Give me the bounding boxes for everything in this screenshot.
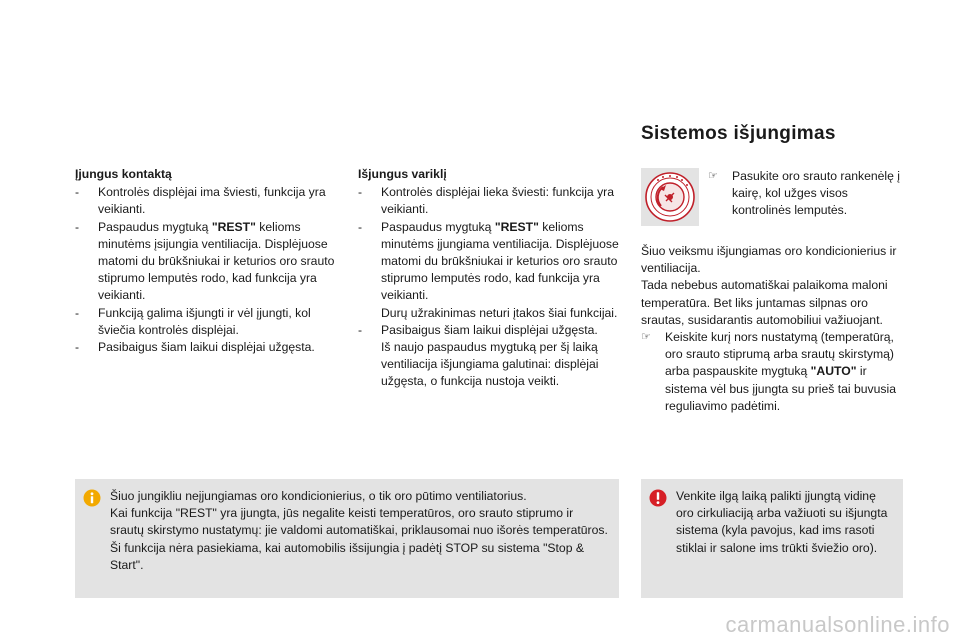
list-item: - Paspaudus mygtuką "REST" kelioms minutėms įsijungia ventiliacija. Displėjuose matomi du brūkšniukai ir keturios oro srauto stiprumo lemputės rodo, kad funkcija yra veikianti. <box>75 219 335 303</box>
warning-note-text: Venkite ilgą laiką palikti įjungtą vidinę oro cirkuliaciją arba važiuoti su išjungta sistema (kyla pavojus, kad ims rasoti stiklai ir salone ims trūkti šviežio oro). <box>676 489 888 555</box>
list-item: - Pasibaigus šiam laikui displėjai užgęsta. <box>75 340 315 355</box>
list-item: - Paspaudus mygtuką "REST" kelioms minutėms įjungiama ventiliacija. Displėjuose matomi du brūkšniukai ir keturios oro srauto stiprumo lemputės rodo, kad funkcija yra veikianti. Durų užrakinimas neturi įtakos šiai funkcijai. <box>358 219 619 320</box>
info-note-box <box>75 479 619 598</box>
list-item: - Pasibaigus šiam laikui displėjai užgęsta. Iš naujo paspaudus mygtuką per šį laiką ventiliacija išjungiama galutinai: displėjai užgęsta, o funkcija nustoja veikti. <box>358 322 599 389</box>
airflow-knob-icon <box>641 168 699 226</box>
engine-off-section <box>358 166 620 391</box>
info-icon <box>83 489 101 507</box>
list-item: ☞ Keiskite kurį nors nustatymą (temperatūrą, oro srauto stiprumą arba srautų skirstymą) arba paspauskite mygtuką "AUTO" ir sistema vėl bus įjungta su prieš tai buvusia reguliavimo padėtimi. <box>641 330 897 413</box>
section-heading: Įjungus kontaktą <box>75 167 172 181</box>
auto-button-label: "AUTO" <box>810 364 857 379</box>
warning-icon <box>649 489 667 507</box>
system-off-description: Šiuo veiksmu išjungiamas oro kondicionierius ir ventiliacija. Tada nebebus automatiškai palaikoma maloni temperatūra. Bet liks juntamas silpnas oro srautas, susidarantis automobiliui važiuojant. ☞ Keiskite kurį nors nustatymą (temperatūrą, oro srauto stiprumą arba srautų skirstymą) arba paspauskite mygtuką "AUTO" ir sistema vėl bus įjungta su prieš tai buvusia reguliavimo padėtimi. <box>641 243 906 415</box>
list-item: - Kontrolės displėjai lieka šviesti: funkcija yra veikianti. <box>358 185 615 217</box>
knob-instruction: ☞ Pasukite oro srauto rankenėlę į kairę, kol užges visos kontrolinės lemputės. <box>708 169 901 218</box>
airflow-knob-image <box>641 168 699 226</box>
list-item: - Funkciją galima išjungti ir vėl įjungti, kol šviečia kontrolės displėjai. <box>75 305 311 337</box>
ignition-on-section <box>75 166 337 356</box>
page-title: Sistemos išjungimas <box>641 123 836 144</box>
info-note-text: Šiuo jungikliu neįjungiamas oro kondicionierius, o tik oro pūtimo ventiliatorius. Kai funkcija "REST" yra įjungta, jūs negalite keisti temperatūros, oro srauto stiprumo ir srautų skirstymo nustatymų: jie valdomi automatiškai, priklausomai nuo išorės temperatūros. Ši funkcija nėra pasiekiama, kai automobilis išsijungia į padėtį STOP su sistema "Stop & Start". <box>110 489 608 572</box>
watermark: carmanualsonline.info <box>725 612 950 637</box>
section-heading: Išjungus variklį <box>358 167 447 181</box>
rest-button-label: "REST" <box>211 219 256 234</box>
arrow-bullet-icon: ☞ <box>641 331 651 344</box>
list-item: - Kontrolės displėjai ima šviesti, funkcija yra veikianti. <box>75 185 326 217</box>
warning-note-box <box>641 479 903 598</box>
arrow-bullet-icon: ☞ <box>708 170 718 182</box>
rest-button-label: "REST" <box>494 219 539 234</box>
